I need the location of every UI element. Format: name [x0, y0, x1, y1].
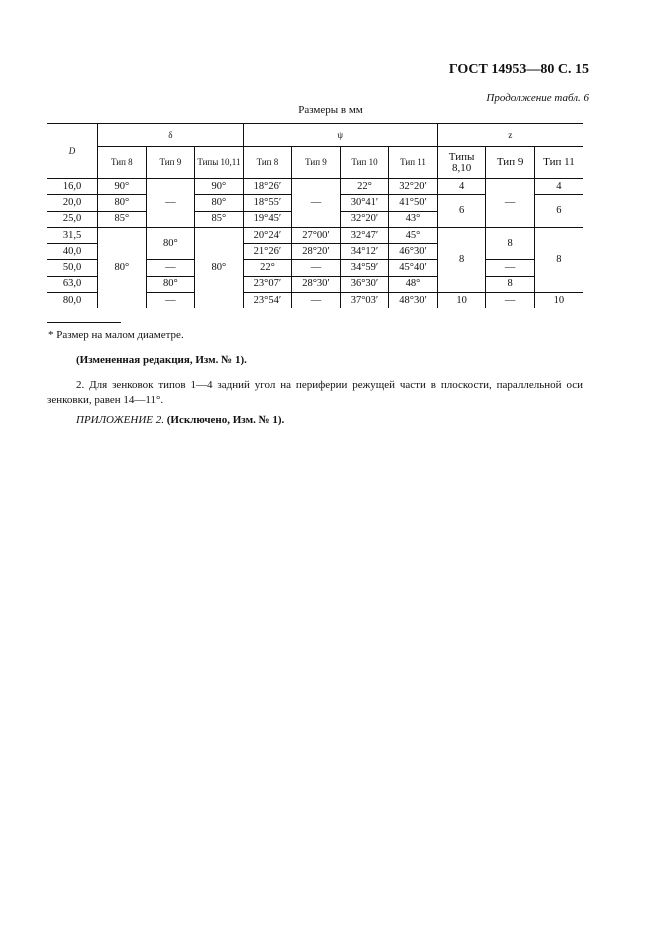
- cell-delta9: 80°: [146, 276, 195, 292]
- header-d: [47, 124, 98, 179]
- cell-psi8: 23°54′: [243, 293, 292, 309]
- header-z-type9: Тип 9: [486, 147, 535, 179]
- cell-psi10: 32°20′: [340, 211, 389, 227]
- cell-d: 63,0: [47, 276, 98, 292]
- header-delta: δ: [98, 124, 244, 147]
- cell-psi9: 28°20′: [292, 244, 341, 260]
- cell-z9: 8: [486, 276, 535, 292]
- cell-psi9: —: [292, 179, 341, 228]
- header-psi-type9: Тип 9: [292, 147, 341, 179]
- header-psi-type11: Тип 11: [389, 147, 438, 179]
- cell-psi10: 34°12′: [340, 244, 389, 260]
- cell-z810: 10: [437, 293, 486, 309]
- header-delta-type9: Тип 9: [146, 147, 195, 179]
- cell-psi8: 20°24′: [243, 227, 292, 243]
- table-row: [47, 227, 583, 243]
- header-psi: ψ: [243, 124, 437, 147]
- appendix-title: ПРИЛОЖЕНИЕ 2.: [76, 414, 164, 426]
- page-header: ГОСТ 14953—80 С. 15: [448, 62, 589, 77]
- cell-delta9: —: [146, 260, 195, 276]
- cell-z9: —: [486, 293, 535, 309]
- cell-delta8: 80°: [98, 227, 147, 308]
- paragraph-2: 2. Для зенковок типов 1—4 задний угол на периферии режущей части в плоскости, параллельной оси зенковки, равен 14—11°.: [47, 379, 583, 406]
- cell-delta1011: 80°: [195, 195, 244, 211]
- cell-d: 25,0: [47, 211, 98, 227]
- cell-delta1011: 80°: [195, 227, 244, 308]
- cell-psi9: —: [292, 260, 341, 276]
- header-z: z: [437, 124, 583, 147]
- cell-delta9: 80°: [146, 227, 195, 260]
- cell-z11: 10: [534, 293, 583, 309]
- cell-psi9: 27°00′: [292, 227, 341, 243]
- cell-z9: —: [486, 179, 535, 228]
- cell-psi11: 43°: [389, 211, 438, 227]
- cell-z11: 8: [534, 227, 583, 292]
- cell-psi8: 19°45′: [243, 211, 292, 227]
- dimensions-note: Размеры в мм: [298, 104, 363, 116]
- cell-z810: 4: [437, 179, 486, 195]
- cell-psi8: 21°26′: [243, 244, 292, 260]
- cell-psi11: 41°50′: [389, 195, 438, 211]
- header-z-type810: Типы 8,10: [437, 147, 486, 179]
- cell-psi11: 46°30′: [389, 244, 438, 260]
- header-delta-type1011: Типы 10,11: [195, 147, 244, 179]
- cell-z810: 6: [437, 195, 486, 228]
- cell-psi8: 18°26′: [243, 179, 292, 195]
- cell-z810: 8: [437, 227, 486, 292]
- header-delta-type8: Тип 8: [98, 147, 147, 179]
- cell-d: 20,0: [47, 195, 98, 211]
- cell-delta1011: 90°: [195, 179, 244, 195]
- cell-psi11: 45°: [389, 227, 438, 243]
- cell-delta8: 90°: [98, 179, 147, 195]
- header-psi-type8: Тип 8: [243, 147, 292, 179]
- cell-psi10: 22°: [340, 179, 389, 195]
- cell-psi8: 22°: [243, 260, 292, 276]
- cell-psi11: 32°20′: [389, 179, 438, 195]
- cell-psi9: —: [292, 293, 341, 309]
- amendment-note: (Измененная редакция, Изм. № 1).: [76, 354, 247, 366]
- cell-psi11: 45°40′: [389, 260, 438, 276]
- cell-z9: —: [486, 260, 535, 276]
- table-continuation-label: Продолжение табл. 6: [486, 92, 589, 104]
- cell-psi11: 48°: [389, 276, 438, 292]
- cell-d: 50,0: [47, 260, 98, 276]
- angles-table: [47, 123, 583, 308]
- appendix-status: (Исключено, Изм. № 1).: [163, 414, 285, 426]
- cell-delta9: —: [146, 179, 195, 228]
- cell-delta1011: 85°: [195, 211, 244, 227]
- cell-psi10: 36°30′: [340, 276, 389, 292]
- cell-psi8: 23°07′: [243, 276, 292, 292]
- table-row: [47, 179, 583, 195]
- cell-psi10: 37°03′: [340, 293, 389, 309]
- cell-z11: 6: [534, 195, 583, 228]
- cell-psi11: 48°30′: [389, 293, 438, 309]
- cell-psi8: 18°55′: [243, 195, 292, 211]
- cell-delta9: —: [146, 293, 195, 309]
- header-d-label: D: [68, 146, 76, 156]
- cell-psi10: 34°59′: [340, 260, 389, 276]
- cell-psi9: 28°30′: [292, 276, 341, 292]
- header-z-type11: Тип 11: [534, 147, 583, 179]
- appendix-note: [76, 414, 284, 426]
- cell-z9: 8: [486, 227, 535, 260]
- cell-psi10: 30°41′: [340, 195, 389, 211]
- cell-delta8: 80°: [98, 195, 147, 211]
- cell-psi10: 32°47′: [340, 227, 389, 243]
- footnote-divider: [47, 322, 121, 323]
- footnote: * Размер на малом диаметре.: [48, 329, 184, 341]
- cell-d: 16,0: [47, 179, 98, 195]
- cell-z11: 4: [534, 179, 583, 195]
- cell-d: 40,0: [47, 244, 98, 260]
- header-psi-type10: Тип 10: [340, 147, 389, 179]
- cell-d: 31,5: [47, 227, 98, 243]
- cell-delta8: 85°: [98, 211, 147, 227]
- cell-d: 80,0: [62, 294, 82, 306]
